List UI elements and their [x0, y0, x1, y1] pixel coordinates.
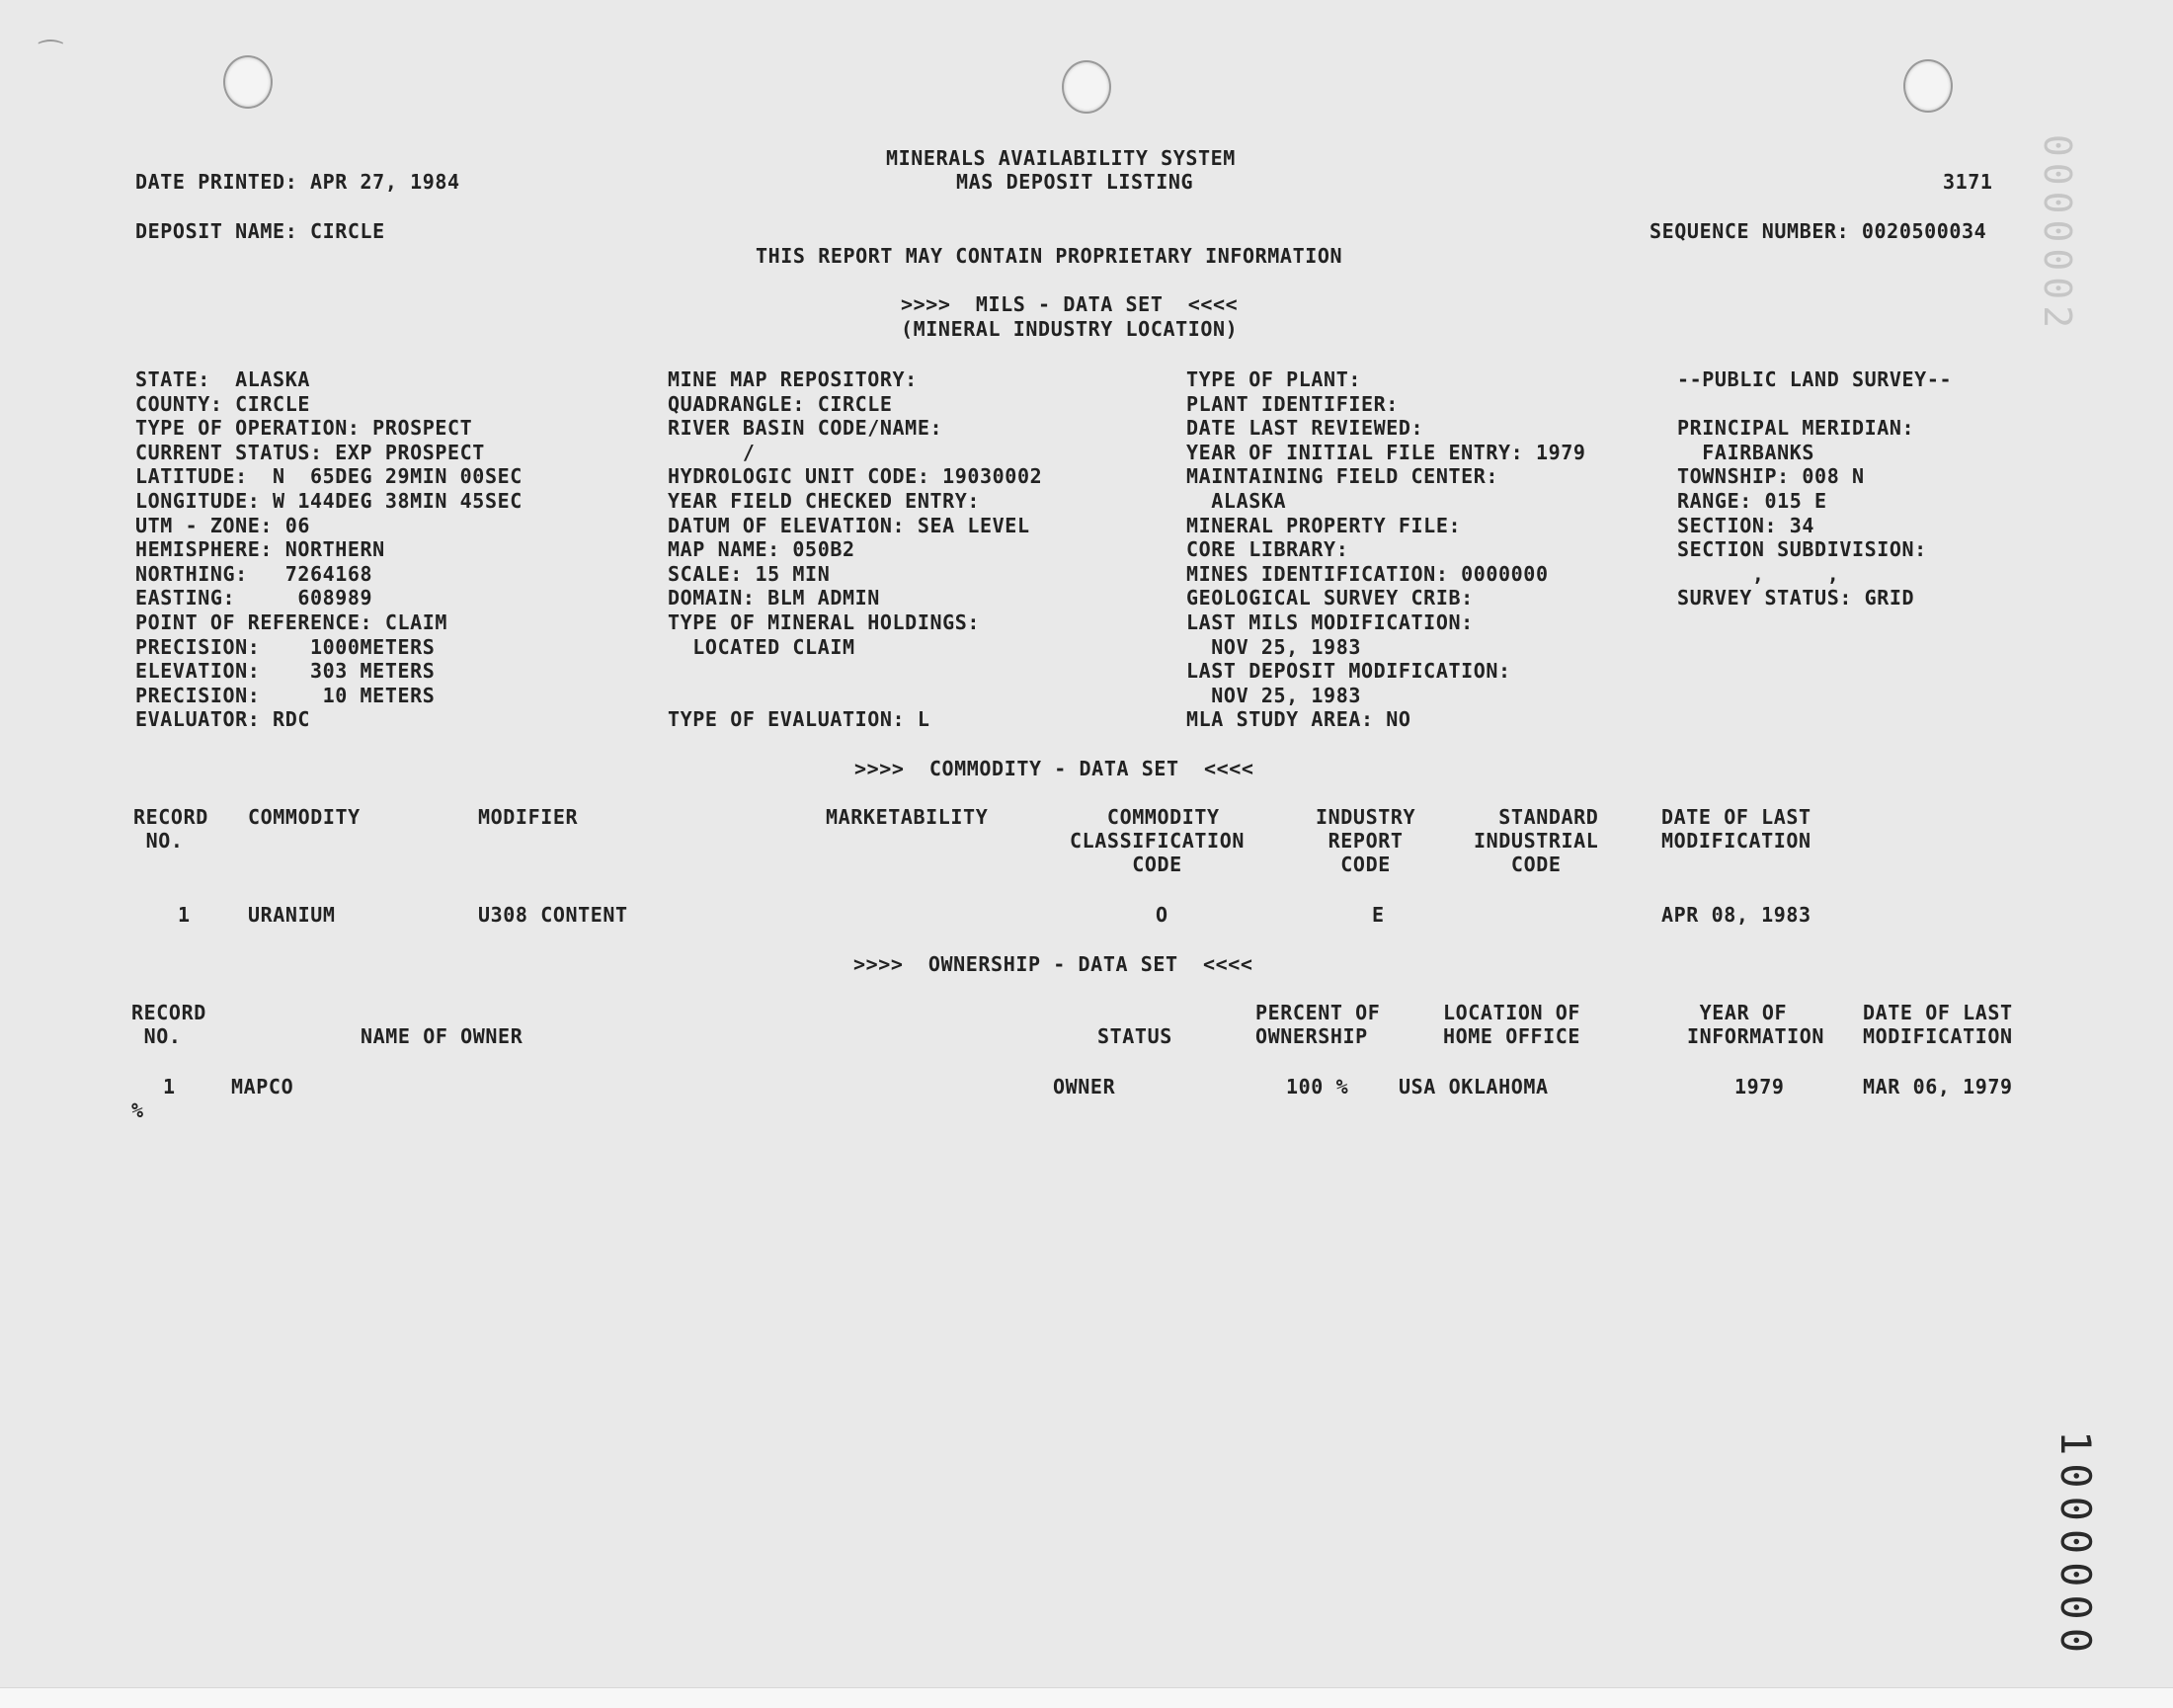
mils-col3-line: LAST MILS MODIFICATION:: [1186, 610, 1474, 634]
mils-col3-line: MINERAL PROPERTY FILE:: [1186, 514, 1462, 537]
mils-col2-line: HYDROLOGIC UNIT CODE: 19030002: [668, 464, 1043, 488]
commodity-cell-modifier: U308 CONTENT: [478, 903, 628, 927]
mils-col2-line: /: [668, 441, 756, 464]
commodity-header-industry: INDUSTRY REPORT CODE: [1316, 805, 1416, 876]
mils-col4-line: TOWNSHIP: 008 N: [1677, 464, 1865, 488]
mils-col3-line: NOV 25, 1983: [1186, 635, 1361, 659]
mils-col1-line: ELEVATION: 303 METERS: [135, 659, 436, 683]
mils-col2-line: DOMAIN: BLM ADMIN: [668, 586, 880, 610]
mils-col1-line: COUNTY: CIRCLE: [135, 392, 310, 416]
mils-col2-line: MAP NAME: 050B2: [668, 537, 855, 561]
mils-col4-line: RANGE: 015 E: [1677, 489, 1827, 513]
mils-col2-line: MINE MAP REPOSITORY:: [668, 367, 918, 391]
ownership-cell-date: MAR 06, 1979: [1863, 1075, 2013, 1098]
commodity-cell-date: APR 08, 1983: [1661, 903, 1811, 927]
mils-col4-line: , ,: [1677, 562, 1840, 586]
mils-col3-line: LAST DEPOSIT MODIFICATION:: [1186, 659, 1511, 683]
mils-col3-line: NOV 25, 1983: [1186, 684, 1361, 707]
commodity-title: >>>> COMMODITY - DATA SET <<<<: [854, 757, 1254, 780]
system-title: MINERALS AVAILABILITY SYSTEM: [886, 146, 1236, 170]
date-printed: DATE PRINTED: APR 27, 1984: [135, 170, 460, 194]
ownership-header-date: DATE OF LAST MODIFICATION: [1863, 1001, 2013, 1048]
ownership-cell-location: USA OKLAHOMA: [1399, 1075, 1549, 1098]
mils-col3-line: ALASKA: [1186, 489, 1287, 513]
mils-col1-line: LATITUDE: N 65DEG 29MIN 00SEC: [135, 464, 523, 488]
mils-col2-line: SCALE: 15 MIN: [668, 562, 831, 586]
commodity-cell-commodity: URANIUM: [248, 903, 336, 927]
stamp-top-right: 0000002: [2036, 133, 2080, 335]
commodity-cell-industry: E: [1372, 903, 1385, 927]
scan-bottom-edge: [0, 1687, 2173, 1708]
mils-title: >>>> MILS - DATA SET <<<<: [901, 292, 1239, 316]
mils-col4-line: SURVEY STATUS: GRID: [1677, 586, 1915, 610]
commodity-header-commodity: COMMODITY: [248, 805, 361, 829]
commodity-header-classification: COMMODITY CLASSIFICATION CODE: [1070, 805, 1245, 876]
mils-col1-line: LONGITUDE: W 144DEG 38MIN 45SEC: [135, 489, 523, 513]
ownership-header-record: RECORD NO.: [131, 1001, 206, 1048]
commodity-header-sic: STANDARD INDUSTRIAL CODE: [1474, 805, 1599, 876]
mils-col3-line: GEOLOGICAL SURVEY CRIB:: [1186, 586, 1474, 610]
mils-col4-line: SECTION SUBDIVISION:: [1677, 537, 1927, 561]
ownership-end-marker: %: [131, 1098, 144, 1122]
mils-col2-line: RIVER BASIN CODE/NAME:: [668, 416, 943, 440]
punch-hole-left: [223, 55, 273, 109]
ownership-header-name: NAME OF OWNER: [361, 1024, 523, 1048]
mils-col2-line: YEAR FIELD CHECKED ENTRY:: [668, 489, 981, 513]
mils-col3-line: MAINTAINING FIELD CENTER:: [1186, 464, 1499, 488]
ownership-title: >>>> OWNERSHIP - DATA SET <<<<: [853, 952, 1253, 976]
mils-col1-line: TYPE OF OPERATION: PROSPECT: [135, 416, 473, 440]
ownership-header-location: LOCATION OF HOME OFFICE: [1443, 1001, 1581, 1048]
ownership-cell-status: OWNER: [1053, 1075, 1116, 1098]
mils-col2-line: QUADRANGLE: CIRCLE: [668, 392, 893, 416]
ownership-cell-record: 1: [163, 1075, 176, 1098]
mils-col3-line: DATE LAST REVIEWED:: [1186, 416, 1424, 440]
mils-col1-line: EASTING: 608989: [135, 586, 373, 610]
commodity-cell-classification: O: [1156, 903, 1168, 927]
mils-col4-line: PRINCIPAL MERIDIAN:: [1677, 416, 1915, 440]
mils-col3-line: PLANT IDENTIFIER:: [1186, 392, 1399, 416]
mils-col3-line: YEAR OF INITIAL FILE ENTRY: 1979: [1186, 441, 1586, 464]
punch-hole-right: [1903, 59, 1953, 113]
listing-title: MAS DEPOSIT LISTING: [956, 170, 1194, 194]
mils-col1-line: STATE: ALASKA: [135, 367, 310, 391]
mils-col3-line: MINES IDENTIFICATION: 0000000: [1186, 562, 1549, 586]
mils-col1-line: HEMISPHERE: NORTHERN: [135, 537, 385, 561]
ownership-cell-percent: 100 %: [1286, 1075, 1349, 1098]
mils-col1-line: PRECISION: 1000METERS: [135, 635, 436, 659]
mils-col1-line: CURRENT STATUS: EXP PROSPECT: [135, 441, 485, 464]
mils-col2-line: TYPE OF MINERAL HOLDINGS:: [668, 610, 981, 634]
commodity-cell-record: 1: [178, 903, 191, 927]
sequence-number: SEQUENCE NUMBER: 0020500034: [1650, 219, 1987, 243]
mils-col2-line: LOCATED CLAIM: [668, 635, 855, 659]
margin-scribble: ⁀: [40, 40, 62, 72]
mils-col1-line: EVALUATOR: RDC: [135, 707, 310, 731]
ownership-cell-year: 1979: [1734, 1075, 1785, 1098]
mils-subtitle: (MINERAL INDUSTRY LOCATION): [901, 317, 1239, 341]
mils-col3-line: CORE LIBRARY:: [1186, 537, 1349, 561]
mils-col1-line: PRECISION: 10 METERS: [135, 684, 436, 707]
report-page: 0000002 1000000 MINERALS AVAILABILITY SYSTEM MAS DEPOSIT LISTING DATE PRINTED: APR 27, 1984 3171 DEPOSIT NAME: CIRCLE SEQUENCE NUMBER: 0020500034 THIS REPORT MAY CONTAIN PROPRIETARY INFORMATION >>>> MILS - DATA SET <<<< (MINERAL INDUSTRY LOCATION) STATE: ALASKA COUNTY: CIRCLE TYPE OF OPERATION: PROSPECT CURRENT STATUS: EXP PROSPECT LATITUDE: N 65DEG 29MIN 00SEC LONGITUDE: W 144DEG 38MIN 45SEC UTM - ZONE: 06 HEMISPHERE: NORTHERN NORTHING: 7264168 EASTING: 608989 POINT OF REFERENCE: CLAIM PRECISION: 1000METERS ELEVATION: 303 METERS PRECISION: 10 METERS EVALUATOR: RDC MINE MAP REPOSITORY: QUADRANGLE: CIRCLE RIVER BASIN CODE/NAME: / HYDROLOGIC UNIT CODE: 19030002 YEAR FIELD CHECKED ENTRY: DATUM OF ELEVATION: SEA LEVEL MAP NAME: 050B2 SCALE: 15 MIN DOMAIN: BLM ADMIN TYPE OF MINERAL HOLDINGS: LOCATED CLAIM TYPE OF EVALUATION: L TYPE OF PLANT: PLANT IDENTIFIER: DATE LAST REVIEWED: YEAR OF INITIAL FILE ENTRY: 1979 MAINTAINING FIELD CENTER: ALASKA MINERAL PROPERTY FILE: CORE LIBRARY: MINES IDENTIFICATION: 0000000 GEOLOGICAL SURVEY CRIB: LAST MILS MODIFICATION: NOV 25, 1983 LAST DEPOSIT MODIFICATION: NOV 25, 1983 MLA STUDY AREA: NO --PUBLIC LAND SURVEY-- PRINCIPAL MERIDIAN: FAIRBANKS TOWNSHIP: 008 N RANGE: 015 E SECTION: 34 SECTION SUBDIVISION: , , SURVEY STATUS: GRID >>>> COMMODITY - DATA SET <<<< RECORD NO. COMMODITY MODIFIER MARKETABILITY COMMODITY CLASSIFICATION CODE INDUSTRY REPORT CODE STANDARD INDUSTRIAL CODE DATE OF LAST MODIFICATION 1 URANIUM U308 CONTENT O E APR 08, 1983 >>>> OWNERSHIP - DATA SET <<<< RECORD NO. NAME OF OWNER STATUS PERCENT OF OWNERSHIP LOCATION OF HOME OFFICE YEAR OF INFORMATION DATE OF LAST MODIFICATION 1 MAPCO OWNER 100 % USA OKLAHOMA 1979 MAR 06, 1979 % ⁀: [0, 0, 2173, 1687]
commodity-header-marketability: MARKETABILITY: [826, 805, 989, 829]
ownership-header-year: YEAR OF INFORMATION: [1687, 1001, 1825, 1048]
mils-col3-line: TYPE OF PLANT:: [1186, 367, 1361, 391]
deposit-name: DEPOSIT NAME: CIRCLE: [135, 219, 385, 243]
mils-col1-line: POINT OF REFERENCE: CLAIM: [135, 610, 448, 634]
mils-col4-line: FAIRBANKS: [1677, 441, 1815, 464]
commodity-header-date: DATE OF LAST MODIFICATION: [1661, 805, 1811, 853]
proprietary-notice: THIS REPORT MAY CONTAIN PROPRIETARY INFORMATION: [756, 244, 1343, 268]
page-number: 3171: [1943, 170, 1993, 194]
commodity-header-modifier: MODIFIER: [478, 805, 579, 829]
mils-col1-line: UTM - ZONE: 06: [135, 514, 310, 537]
ownership-cell-name: MAPCO: [231, 1075, 294, 1098]
mils-col4-line: --PUBLIC LAND SURVEY--: [1677, 367, 1953, 391]
ownership-header-percent: PERCENT OF OWNERSHIP: [1255, 1001, 1381, 1048]
mils-col4-line: SECTION: 34: [1677, 514, 1815, 537]
mils-col2-line: DATUM OF ELEVATION: SEA LEVEL: [668, 514, 1030, 537]
punch-hole-center: [1062, 60, 1111, 114]
mils-col2-line: TYPE OF EVALUATION: L: [668, 707, 930, 731]
commodity-header-record: RECORD NO.: [133, 805, 208, 853]
ownership-header-status: STATUS: [1097, 1024, 1172, 1048]
mils-col3-line: MLA STUDY AREA: NO: [1186, 707, 1411, 731]
mils-col1-line: NORTHING: 7264168: [135, 562, 373, 586]
